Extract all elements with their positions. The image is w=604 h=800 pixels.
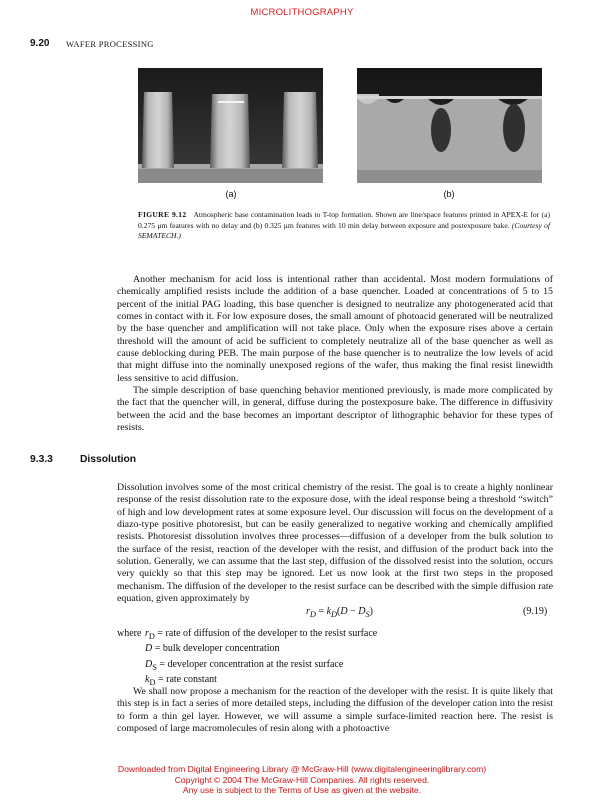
paragraph-reaction-mechanism: We shall now propose a mechanism for the reaction of the developer with the resist. It is quite likely that this step is in fact a series of more detailed steps, including the diffusion of the developer cation into the resist to form a thin gel layer. However, we will assume a simple surface-limited reaction here. The resist is composed of large macromolecules of resin along with a photoactive [117,686,553,735]
where-label: where [117,628,142,639]
def-symbol: r [145,628,149,639]
panel-label-b: (b) [443,189,455,199]
body-section-dissolution [117,482,553,605]
definition-row [117,643,377,658]
def-subscript: D [149,677,156,687]
definition-row [117,628,377,643]
section-title: WAFER PROCESSING [66,39,154,49]
def-subscript: S [152,662,157,672]
figure-caption [138,210,550,242]
variable-definitions [117,628,377,689]
paragraph-dissolution: Dissolution involves some of the most critical chemistry of the resist. The goal is to create a highly nonlinear response of the resist dissolution rate to the exposure dose, with the ideal response being a threshold “switch” of high and low development rates at some exposure level. Our discussion will focus on the development of a diazo-type positive photoresist, but can be easily generalized to negative working and chemically amplified resists. Photoresist dissolution involves three processes—diffusion of a developer from the bulk solution to the surface of the resist, reaction of the developer with the resist, and diffusion of the product back into the solution. Generally, we can assume that the last step, diffusion of the dissolved resist into the solution, occurs very quickly so that this step may be ignored. Let us now look at the first two steps in the proposed mechanism. The diffusion of the developer to the resist surface can be described with the simple diffusion rate equation, given approximately by [117,482,553,605]
subsection-heading [30,454,136,465]
running-title: MICROLITHOGRAPHY [250,7,354,18]
paragraph-base-quenching: The simple description of base quenching behavior mentioned previously, is made more complicated by the fact that the quencher will, in general, diffuse during the postexposure bake. The difference in diffusivity between the acid and the base becomes an important descriptor of lithographic behavior for these types of resists. [117,385,553,434]
eq-close-paren: ) [369,606,373,617]
eq-rate-subscript: D [309,610,316,619]
eq-equals: = [315,606,327,617]
def-text: = rate constant [155,673,217,685]
caption-lead: FIGURE 9.12 [138,210,187,219]
equation-9-19 [306,606,373,619]
caption-text: Atmospheric base contamination leads to T-top formation. Shown are line/space features printed in APEX-E for (a) 0.275 μm features with no delay and (b) 0.325 μm features with 10 min delay between exposure and postexposure bake. [138,210,550,230]
copyright-footer [0,764,604,796]
footer-terms[interactable]: Any use is subject to the Terms of Use as given at the website. [182,785,422,795]
def-symbol: D [145,643,153,655]
eq-d-symbol: D [340,606,348,617]
def-text: = bulk developer concentration [152,643,280,655]
footer-copyright: Copyright © 2004 The McGraw-Hill Companies. All rights reserved. [174,774,430,785]
eq-k-symbol: k [326,606,332,617]
def-symbol: D [145,658,153,670]
eq-open-paren: ( [337,606,341,617]
page-number: 9.20 [30,38,50,49]
paragraph-acid-loss: Another mechanism for acid loss is intentional rather than accidental. Most modern formulations of chemically amplified resists include the addition of a base quencher. Loaded at concentrations of 5 to 15 percent of the initial PAG loading, this base quencher is designed to neutralize any photogenerated acid that comes in contact with it. For low exposure doses, the small amount of photoacid generated will be neutralized by the base quencher and amplification will not take place. Only when the exposure rises above a certain threshold will the amount of acid be sufficient to completely neutralize all of the base quencher as well as cause deblocking during PEB. The main purpose of the base quencher is to neutralize the low levels of acid that might diffuse into the nominally unexposed regions of the wafer, thus making the final resist linewidth less sensitive to acid diffusion. [117,274,553,384]
footer-download-link[interactable]: Downloaded from Digital Engineering Library @ McGraw-Hill (www.digitalengineeringlibrary.com) [117,764,487,774]
body-section-final [117,686,553,735]
subsection-title: Dissolution [80,454,137,465]
eq-k-subscript: D [331,610,338,619]
definition-row [117,659,377,674]
eq-ds-subscript: S [365,610,370,619]
def-subscript: D [148,632,155,641]
equation-number: (9.19) [523,606,548,617]
def-text: = rate of diffusion of the developer to the resist surface [154,628,378,639]
sem-image-a [138,68,323,183]
subsection-number: 9.3.3 [30,454,53,465]
body-section-top [117,274,553,434]
eq-ds-symbol: D [358,606,366,617]
caption-credit: (Courtesy of SEMATECH.) [138,220,550,241]
eq-rate-symbol: r [306,606,310,617]
def-text: = developer concentration at the resist surface [156,658,344,670]
def-symbol: k [145,673,150,685]
panel-label-a: (a) [225,189,237,199]
sem-image-b [357,68,542,183]
eq-minus: − [347,606,359,617]
